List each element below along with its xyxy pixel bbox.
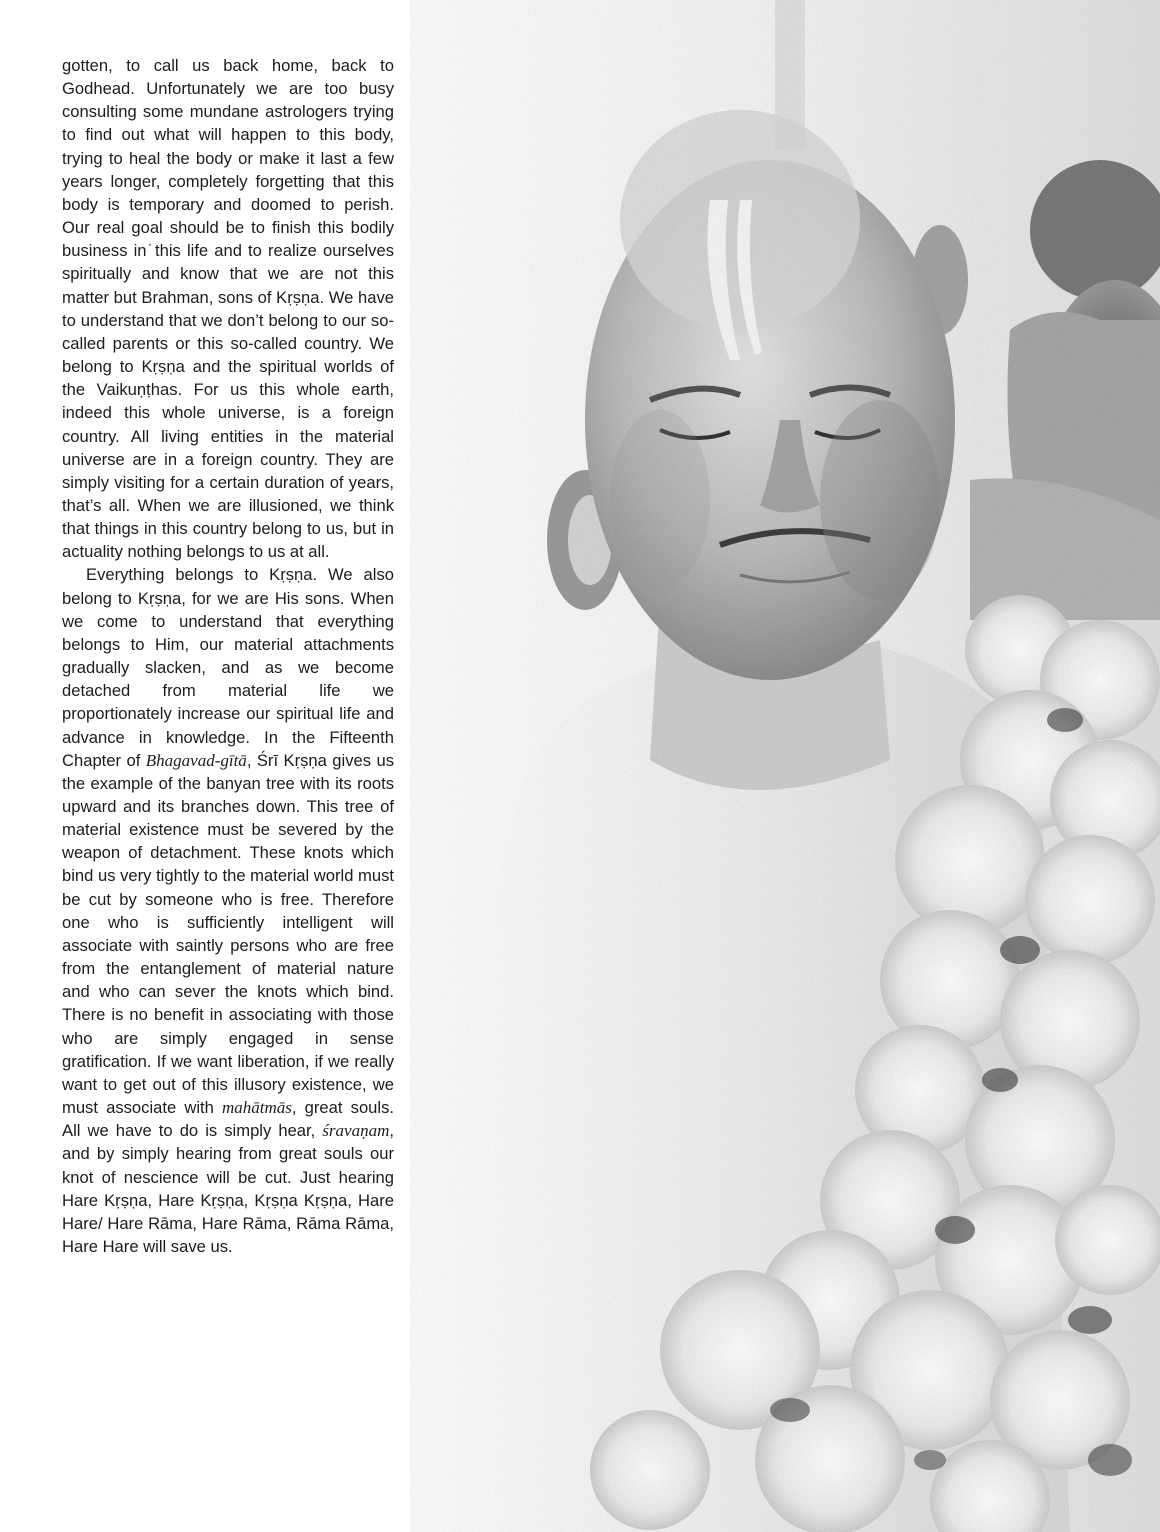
italic-term: śravaṇam: [322, 1121, 390, 1141]
text-run: , and by simply hearing from great souls our knot of nescience will be cut. Just hearing Hare Kṛṣṇa, Hare Kṛṣṇa, Kṛṣṇa Kṛṣṇa, Hare Hare/ Hare Rāma, Hare Rāma, Rāma Rāma, Hare Hare will save us.: [62, 1121, 394, 1256]
italic-term: Bhagavad-gītā: [145, 750, 247, 770]
article-paragraph-1: [62, 54, 394, 563]
photo-content: [410, 0, 1160, 1532]
portrait-photo: [410, 0, 1160, 1532]
text-run: Everything belongs to Kṛṣṇa. We also belong to Kṛṣṇa, for we are His sons. When we come to understand that everything belongs to Him, our material attachments gradually slacken, and as we become detached from material life we proportionately increase our spiritual life and advance in knowledge. In the Fifteenth Chapter of: [62, 565, 394, 770]
text-run: gotten, to call us back home, back to Godhead. Unfortunately we are too busy consulting some mundane astrologers trying to find out what will happen to this body, trying to heal the body or make it last a few years longer, completely forgetting that this body is temporary and doomed to perish. Our real goal should be to finish this bodily business in˙this life and to realize ourselves spiritually and know that we are not this matter but Brahman, sons of Kṛṣṇa. We have to understand that we don’t belong to our so-called parents or this so-called country. We belong to Kṛṣṇa and the spiritual worlds of the Vaikuṇṭhas. For us this whole earth, indeed this whole universe, is a foreign country. All living entities in the material universe are in a foreign country. They are simply visiting for a certain duration of years, that’s all. When we are illusioned, we think that things in this country belong to us, but in actuality nothing belongs to us at all.: [62, 56, 394, 562]
article-paragraph-2: [62, 563, 394, 1258]
text-run: , Śrī Kṛṣṇa gives us the example of the banyan tree with its roots upward and its branches down. This tree of material existence must be severed by the weapon of detachment. These knots which bind us very tightly to the material world must be cut by someone who is free. Therefore one who is sufficiently intelligent will associate with saintly persons who are free from the entanglement of material nature and who can sever the knots which bind. There is no benefit in associating with those who are simply engaged in sense gratification. If we want liberation, if we really want to get out of this illusory existence, we must associate with: [62, 750, 395, 1118]
text-run: , great souls. All we have to do is simply hear,: [62, 1098, 394, 1141]
article-text-column: [62, 54, 394, 1258]
italic-term: mahātmās: [222, 1098, 292, 1118]
